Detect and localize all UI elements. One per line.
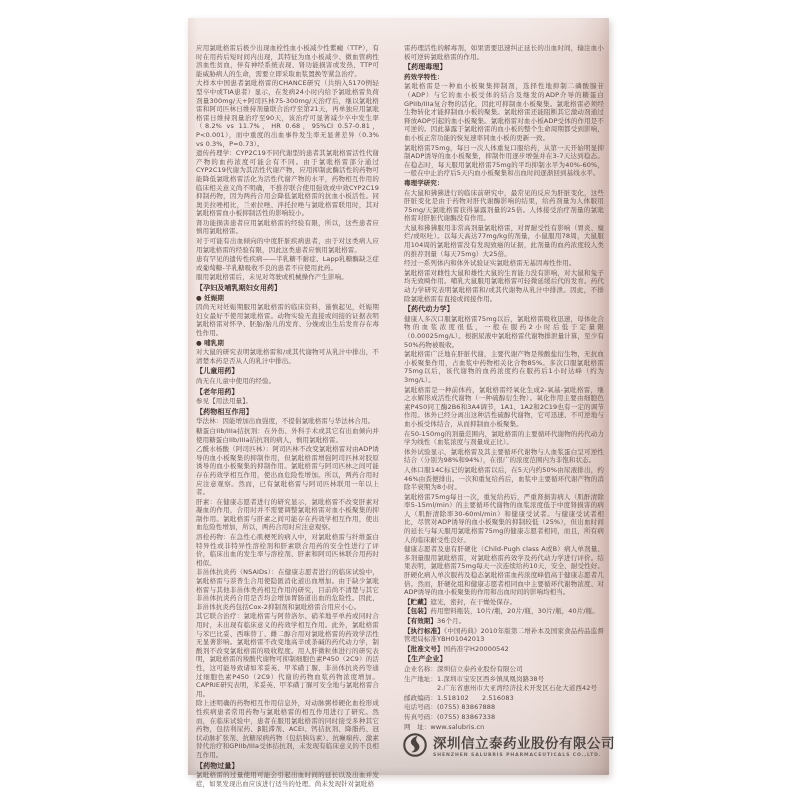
section-heading: 【药物过量】 <box>196 761 239 770</box>
paragraph: 氯吡格雷的过量使用可能会引起出血时间的延长以及出血并发症，如果发现出血应该进行适当的处理。尚未发现针对氯吡格 <box>196 771 379 788</box>
paragraph: 肾功能损害患者应用氯吡格雷的经验有限，所以，这些患者应慎用氯吡格雷。 <box>196 218 379 236</box>
labeled-line: 【执行标准】《中国药典》2010年版第二增补本及国家食品药品监督管理局标准YBH01042013 <box>404 626 604 644</box>
paragraph: 传真号码：(0755) 83867338 <box>404 712 496 721</box>
paragraph: 大样本中国患者氯吡格雷的CHANCE研究（共纳入5170例轻型卒中或TIA患者）显示，在发病24小时内给予氯吡格雷负荷剂量300mg/天+阿司匹林75-300mg/天治疗后，继以氯吡格雷和阿司匹林日维持剂量联合治疗至第21天，再单独应用氯吡格雷日维持剂量治疗至90天，该治疗可显著减少卒中发生率（8.2% vs 11.7%，HR 0.68，95%CI 0.57-0.81，P<0.001），而中重度的出血事件发生率无显著差异（0.3% vs 0.3%，P=0.73）。 <box>196 79 379 148</box>
paragraph: 对大鼠的研究表明氯吡格雷和/或其代谢物可从乳汁中排出，不清楚本药是否从人的乳汁中排出。 <box>196 348 379 365</box>
paragraph: 氯吡格雷是一种血小板聚集抑制剂，选择性地抑制二磷酸腺苷（ADP）与它的血小板受体的结合及继发的ADP介导的糖蛋白GPIIb/IIIa复合物的活化，因此可抑制血小板聚集。氯吡格雷必须经生物转化才能抑制血小板的聚集。氯吡格雷还能阻断其它激动剂通过释放ADP引起的血小板聚集。氯吡格雷对血小板ADP受体的作用是不可逆的。因此暴露于氯吡格雷的血小板的整个生命周期都受到影响，血小板正常功能的恢复速率同血小板的更新一致。 <box>404 82 604 142</box>
paragraph: 雷药理活性的解毒剂，如果需要迅速纠正延长的出血时间，输注血小板可逆转氯吡格雷的作用。 <box>404 44 604 61</box>
paragraph: 企业名称：深圳信立泰药业股份有限公司 <box>404 664 523 673</box>
left-text-column <box>196 44 379 789</box>
right-text-column <box>404 44 604 732</box>
paragraph: 因尚无对妊娠期服用氯吡格雷的临床资料，谨慎起见，妊娠期妇女最好不使用氯吡格雷。动物实验无直接或间接的证据表明氯吡格雷对怀孕、胚胎/胎儿的发育、分娩或出生后发育存在毒性作用。 <box>196 303 379 337</box>
paragraph: 氯吡格雷75mg，每日一次人体重复口服给药，从第一天开始明显抑制ADP诱导的血小板聚集，抑制作用逐步增强并在3-7天达到稳态。在稳态时，每天服用氯吡格雷75mg的平均抑制水平为40%-60%，一般在中止治疗后5天内血小板聚集和出血时间逐渐回到基线水平。 <box>404 143 604 178</box>
paragraph: 华法林：因能增加出血强度，不提倡氯吡格雷与华法林合用。 <box>196 417 375 426</box>
manufacturer-logo-block <box>402 732 615 758</box>
labeled-line: 【包装】药用塑料瓶装，10片/瓶，20片/瓶，30片/瓶，40片/瓶。 <box>404 607 599 616</box>
subheading: 药效学特性： <box>404 72 444 81</box>
paragraph: 生产地址：1.深圳市宝安区西乡镇凤凰岗路38号 <box>404 674 545 683</box>
paragraph: 氯吡格雷广泛地在肝脏代谢，主要代谢产物是羧酸盐衍生物，无抗血小板聚集作用，占血浆中药物相关化合物85%。多次口服氯吡格雷75mg以后，该代谢物的血药浓度约在服药后1小时达峰（约为3mg/L）。 <box>404 350 604 384</box>
section-heading: 【老年用药】 <box>196 387 239 396</box>
paragraph: 经过一系列体内和体外试验证实氯吡格雷无基因毒性作用。 <box>404 259 576 268</box>
paragraph: 健康人多次口服氯吡格雷75mg以后，氯吡格雷吸收迅速，母体化合物的血浆浓度很低，一般在服药2小时后低于定量限（0.00025mg/L）。根据尿液中氯吡格雷代谢物排泄量计算，至少有50%药物被吸收。 <box>404 314 604 349</box>
paragraph: 健康志愿者及患有肝硬化（Child-Pugh class A或B）病人单剂量、多剂量服用氯吡格雷，对氯吡格雷药效学及药代动力学进行评价。结果表明，氯吡格雷75mg每天一次连续给药10天，安全、耐受性好。肝硬化病人单次服药及稳态氯吡格雷血药浓度峰值高于健康志愿者几倍。然而，肝硬化组和健康志愿者相同血中主要循环代谢物浓度、对ADP诱导的血小板聚集的作用和出血时间的影响均相当。 <box>404 545 604 597</box>
company-name-en: SHENZHEN SALUBRIS PHARMACEUTICALS CO.,LTD. <box>433 753 602 758</box>
paragraph: 人体口服14C标记的氯吡格雷以后，在5天内约50%由尿液排出，约46%由粪便排出。一次和重复给药后，血浆中主要循环代谢产物的消除半衰期为8小时。 <box>404 465 604 492</box>
paragraph: 尚无在儿童中使用的经验。 <box>196 376 276 385</box>
paragraph: 除上述明确的药物相互作用信息外，对动脉粥样硬化血栓形成性疾病患者常用药物与氯吡格雷的相互作用进行了研究。然而，在临床试验中，患者在服用氯吡格雷的同时接受多种其它药物，包括利尿药、β阻滞剂、ACEI、钙拮抗剂、降脂药、冠状动脉扩张剂、抗糖尿病药物（包括胰岛素）、抗癫痫药、激素替代治疗和GPIIb/IIIa受体拮抗剂，未发现有临床意义的不良相互作用。 <box>196 699 379 759</box>
labeled-line: 【有效期】36个月。 <box>404 617 466 625</box>
paragraph: 邮政编码：1.518102 2.516083 <box>404 693 514 702</box>
section-heading: 【药理毒理】 <box>404 63 447 72</box>
paragraph: 参见【用法用量】。 <box>196 397 253 406</box>
paragraph: 2.广东省惠州市大亚湾经济技术开发区石化大道西42号 <box>404 684 598 693</box>
subheading: ● 妊娠期 <box>196 293 224 302</box>
paragraph: 非甾体抗炎药（NSAIDs）：在健康志愿者进行的临床试验中，氯吡格雷与萘普生合用使隐匿消化道出血增加。由于缺少氯吡格雷与其他非甾体类药相互作用的研究，目前尚不清楚与其它非甾体抗炎药合用是否均会增加胃肠道出血的危险性。因此，非甾体抗炎药包括Cox-2抑制剂和氯吡格雷合用应小心。 <box>196 568 379 611</box>
paragraph: 氯吡格雷对雌性大鼠和雄性大鼠的生育能力没有影响，对大鼠和兔子均无致畸作用。哺乳大鼠服用氯吡格雷可轻微延缓后代的发育。药代动力学研究表明氯吡格雷和/或其代谢物从乳汁中排泄。因此，不排除氯吡格雷有直接或间接作用。 <box>404 268 604 303</box>
section-heading: 【药物相互作用】 <box>196 407 253 416</box>
company-name-lockup <box>433 732 615 758</box>
subheading: 毒理学研究： <box>404 178 444 187</box>
subheading: ● 哺乳期 <box>196 338 224 347</box>
paragraph: 电话号码：(0755) 83867888 <box>404 703 496 712</box>
paragraph: 应用氯吡格雷后极少出现血栓性血小板减少性紫癜（TTP），有时在用药后短时间内出现，其特征为血小板减少、微血管病性溶血性贫血，伴有神经系统表现、肾功能损害或发热，TTP可能威胁病人的生命，需要立即采取血浆置换等紧急治疗。 <box>196 44 379 78</box>
paragraph: 溶栓药物：在急性心肌梗死的病人中，对氯吡格雷与纤维蛋白特异性或非特异性溶栓剂和肝素联合用药的安全性进行了评价，临床出血的发生率与溶栓剂、肝素和阿司匹林联合用药时相似。 <box>196 533 379 567</box>
paragraph: 乙酰水杨酸（阿司匹林）：阿司匹林不改变氯吡格雷对由ADP诱导的血小板聚集的抑制作用，但氯吡格雷增强阿司匹林对胶原诱导的血小板聚集的抑制作用。氯吡格雷与阿司匹林之间可能存在药效学相互作用，使出血危险性增加。所以，两药合用时应注意观察。然而，已有氯吡格雷与阿司匹林联用一年以上者。 <box>196 445 379 497</box>
paragraph: 在大鼠和狒狒进行的临床前研究中，最常见的反应为肝脏变化，这些肝脏变化是由于药物对肝代谢酶影响的结果，给药剂量为人体服用75mg/天氯吡格雷获得暴露剂量的25倍。人体接受治疗剂量的氯吡格雷对肝脏代谢酶没有作用。 <box>404 188 604 223</box>
paragraph: 糖蛋白IIb/IIIa拮抗剂：在外伤、外科手术或其它有出血倾向并使用糖蛋白IIb/IIIa拮抗剂的病人，慎用氯吡格雷。 <box>196 426 379 444</box>
leaflet-paper <box>188 18 615 788</box>
labeled-line: 【批准文号】国药准字H20000542 <box>404 644 509 653</box>
paragraph: 在50-150mg的剂量范围内，氯吡格雷的主要循环代谢物的药代动力学为线性（血浆浓度与剂量成正比）。 <box>404 429 604 447</box>
salubris-logo-icon <box>402 732 428 758</box>
labeled-line: 【贮藏】遮光，密封，在干燥处保存。 <box>404 597 517 606</box>
paragraph: 大鼠和狒狒服用非常高剂量氯吡格雷，对胃耐受性有影响（胃炎、糜烂/或呕吐）。以每天高达77mg/kg的剂量，小鼠服用78周，大鼠服用104周的氯吡格雷没有发现致癌的证据，此剂量的血药浓度较人类的推荐剂量（每天75mg）大25倍。 <box>404 223 604 258</box>
paragraph: 遗传药理学：CYP2C19不同代谢型的患者其氯吡格雷活性代谢产物的血药浓度可能会有不同。由于氯吡格雷部分通过CYP2C19代谢为其活性代谢产物，应用抑制此酶活性的药物可能降低氯吡格雷活化为活性代谢产物的水平，药物相互作用的临床相关意义尚不明确，不推荐联合使用强效或中效CYP2C19抑制药物，因为两药合用会降低氯吡格雷的抗血小板活性。同奥美拉唑相比，兰索拉唑、泮托拉唑与氯吡格雷联用时，其对氯吡格雷血小板抑制活性的影响较小。 <box>196 149 379 218</box>
paragraph: 其它联合治疗：氯吡格雷与阿替洛尔、硝苯地平单药或同时合用时，未出现有临床意义的药效学相互作用。此外，氯吡格雷与苯巴比妥、西咪替丁、雌二醇合用对氯吡格雷的药效学活性无显著影响。氯吡格雷不改变地高辛或茶碱的药代动力学，制酸剂不改变氯吡格雷的吸收程度。用人肝微粒体进行的研究表明，氯吡格雷的羧酸代谢物可抑制细胞色素P450（2C9）的活性，这可能导致诸如苯妥英、甲苯磺丁脲、非甾体抗炎药等通过细胞色素P450（2C9）代谢的药物血浆药物浓度增加。CAPRIE研究表明，苯妥英、甲苯磺丁脲可安全地与氯吡格雷合用。 <box>196 612 379 698</box>
paragraph: 氯吡格雷是一种前体药，氯吡格雷经氧化生成2-氧基-氯吡格雷，继之水解形成活性代谢物（一种硫醇衍生物）。氧化作用主要由细胞色素P450同工酶2B6和3A4调节，1A1、1A2和2C19也有一定的调节作用。体外已经分离出这种活性硫醇代谢物，它可迅速、不可逆地与血小板受体结合，从而抑制血小板聚集。 <box>404 385 604 428</box>
section-heading: 【孕妇及哺乳期妇女用药】 <box>196 284 282 293</box>
paragraph: 服用氯吡格雷后，未见对驾驶或机械操作产生影响。 <box>196 273 348 282</box>
paragraph: 网 址：www.salubris.cn <box>404 722 485 731</box>
section-heading: 【生产企业】 <box>404 655 447 664</box>
paragraph: 患有罕见的遗传性疾病——半乳糖不耐症、Lapp乳糖酶缺乏症或葡萄糖-半乳糖吸收不良的患者不应使用此药。 <box>196 255 379 272</box>
section-heading: 【药代动力学】 <box>404 305 454 314</box>
paragraph: 体外试验显示，氯吡格雷及其主要循环代谢物与人血浆蛋白呈可逆性结合（分别为98%和94%），在很广的浓度范围内为非饱和状态。 <box>404 447 604 465</box>
paragraph: 对于可能有出血倾向的中度肝脏疾病患者，由于对这类病人应用氯吡格雷的经验有限，因此这类患者应慎用氯吡格雷。 <box>196 237 379 254</box>
section-heading: 【儿童用药】 <box>196 367 239 376</box>
company-name-cn: 深圳信立泰药业股份有限公司 <box>433 736 615 752</box>
paragraph: 氯吡格雷75mg每日一次，重复给药后，严重肾损害病人（肌酐清除率5-15ml/min）的主要循环代谢物的血浆浓度低于中度肾损害的病人（肌酐清除率30-60ml/min）和健康受试者。与健康受试者相比，尽管对ADP诱导的血小板聚集的抑制较低（25%），但出血时间的延长与每天服用氯吡格雷75mg的健康志愿者相同，而且，所有病人的临床耐受性良好。 <box>404 492 604 544</box>
paragraph: 肝素：在健康志愿者进行的研究显示，氯吡格雷不改变肝素对凝血的作用，合用时并不需要调整氯吡格雷对血小板聚集的抑制作用。氯吡格雷与肝素之间可能存在药效学相互作用，使出血危险性增加，所以，两药合用时应注意观察。 <box>196 497 379 532</box>
